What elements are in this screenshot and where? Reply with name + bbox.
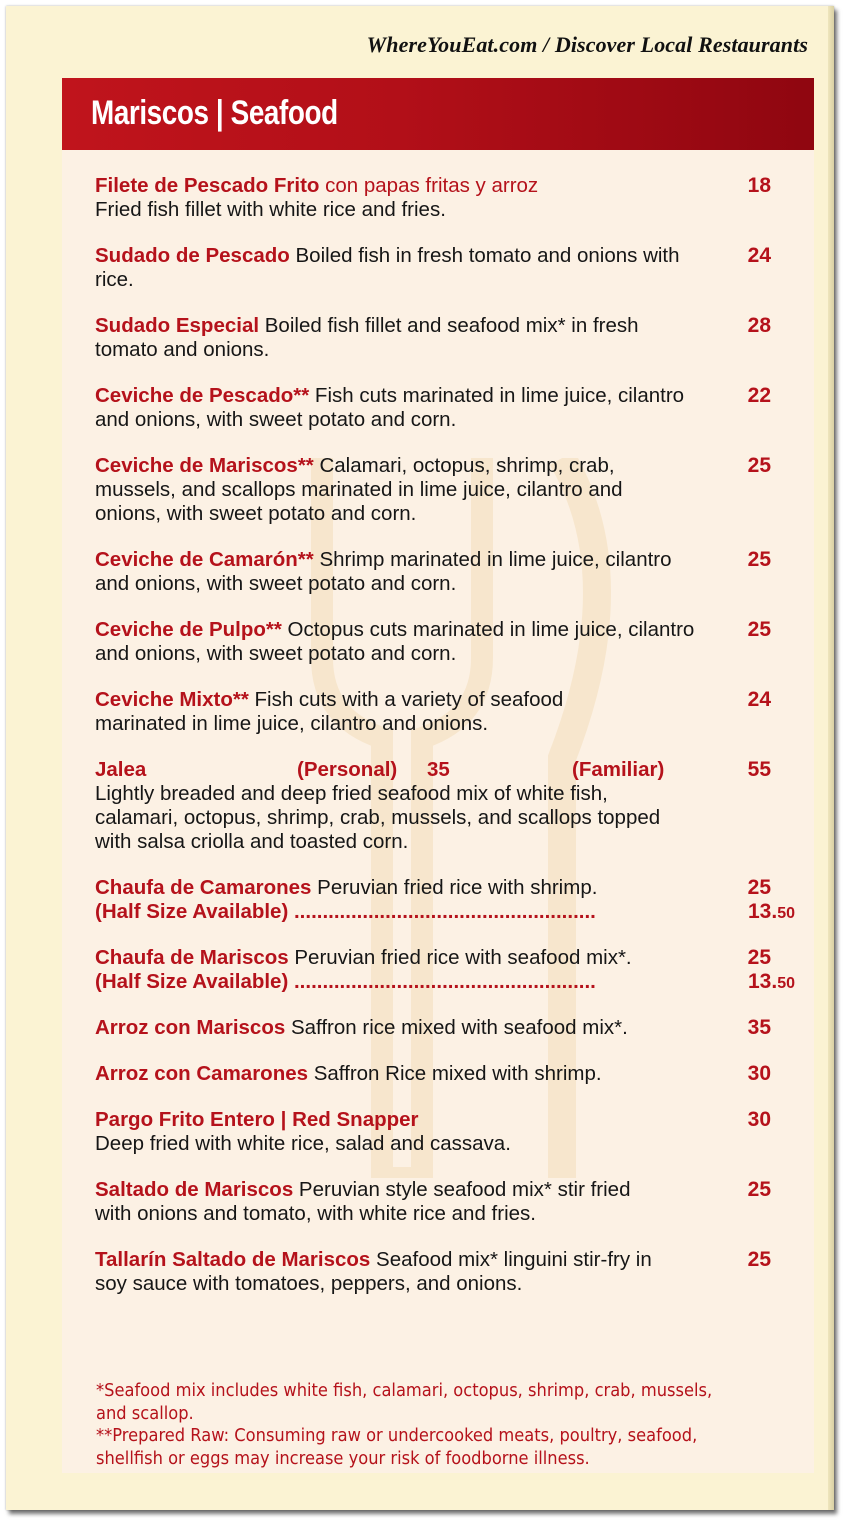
item-description: Lightly breaded and deep fried seafood mix of white fish, calamari, octopus, shrimp, crab, mussels, and scallops topped with salsa criolla and toasted corn.	[95, 782, 661, 853]
personal-size-label: (Personal)	[297, 758, 398, 781]
item-description: Shrimp marinated in lime juice, cilantro and onions, with sweet potato and corn.	[95, 548, 672, 595]
item-name: Ceviche de Pescado**	[95, 384, 310, 407]
menu-items	[95, 174, 795, 1318]
item-name: Sudado Especial	[95, 314, 260, 337]
menu-item	[95, 244, 795, 292]
item-description: Calamari, octopus, shrimp, crab, mussels, and scallops marinated in lime juice, cilantro and onions, with sweet potato and corn.	[95, 454, 623, 525]
item-price: 30	[747, 1108, 771, 1131]
menu-item	[95, 876, 795, 924]
item-description: Boiled fish fillet and seafood mix* in fresh tomato and onions.	[95, 314, 639, 361]
item-price: 25	[747, 876, 771, 899]
personal-size-price: 35	[427, 758, 450, 781]
menu-item	[95, 384, 795, 432]
item-description: Octopus cuts marinated in lime juice, cilantro and onions, with sweet potato and corn.	[95, 618, 695, 665]
menu-item	[95, 1108, 795, 1156]
item-description: Fried fish fillet with white rice and fries.	[95, 198, 446, 221]
item-description: Peruvian style seafood mix* stir fried with onions and tomato, with white rice and fries.	[95, 1178, 631, 1225]
familiar-size-price: 55	[747, 758, 771, 781]
item-name: Arroz con Mariscos	[95, 1016, 286, 1039]
item-price: 25	[747, 618, 771, 641]
section-title: Mariscos | Seafood	[91, 94, 338, 132]
item-price: 22	[747, 384, 771, 407]
item-description: Saffron Rice mixed with shrimp.	[308, 1062, 602, 1085]
item-name: Jalea	[95, 758, 147, 781]
item-name: Chaufa de Mariscos	[95, 946, 289, 969]
menu-item	[95, 454, 795, 526]
item-name: Ceviche de Pulpo**	[95, 618, 282, 641]
item-name: Pargo Frito Entero | Red Snapper	[95, 1108, 419, 1131]
item-price: 25	[747, 454, 771, 477]
menu-item	[95, 1248, 795, 1296]
menu-item	[95, 618, 795, 666]
item-price: 25	[747, 1248, 771, 1271]
half-size-label: (Half Size Available) .....................................................	[95, 970, 596, 993]
item-description: Boiled fish in fresh tomato and onions with rice.	[95, 244, 680, 291]
menu-item	[95, 314, 795, 362]
item-name: Tallarín Saltado de Mariscos	[95, 1248, 371, 1271]
half-size-label: (Half Size Available) .....................................................	[95, 900, 596, 923]
half-size-price: 13.50	[748, 970, 795, 993]
footnote-prepared-raw: **Prepared Raw: Consuming raw or undercooked meats, poultry, seafood, shellfish or eggs may increase your risk of foodborne illness.	[96, 1426, 698, 1469]
item-description: Fish cuts marinated in lime juice, cilantro and onions, with sweet potato and corn.	[95, 384, 685, 431]
item-price: 28	[747, 314, 771, 337]
item-name: Ceviche Mixto**	[95, 688, 249, 711]
item-name: Ceviche de Camarón**	[95, 548, 314, 571]
item-price: 24	[747, 688, 771, 711]
menu-item	[95, 688, 795, 736]
item-description: Fish cuts with a variety of seafood marinated in lime juice, cilantro and onions.	[95, 688, 564, 735]
item-description: Peruvian fried rice with shrimp.	[311, 876, 598, 899]
menu-item	[95, 548, 795, 596]
footnotes	[96, 1380, 747, 1470]
item-description: Seafood mix* linguini stir-fry in soy sauce with tomatoes, peppers, and onions.	[95, 1248, 652, 1295]
site-credit: WhereYouEat.com / Discover Local Restaurants	[366, 32, 808, 57]
menu-item-jalea	[95, 758, 795, 854]
item-name: Saltado de Mariscos	[95, 1178, 294, 1201]
item-price: 25	[747, 946, 771, 969]
item-description: Peruvian fried rice with seafood mix*.	[288, 946, 632, 969]
item-price: 25	[747, 1178, 771, 1201]
item-price: 35	[747, 1016, 771, 1039]
item-name: Chaufa de Camarones	[95, 876, 312, 899]
item-price: 24	[747, 244, 771, 267]
menu-page	[6, 6, 834, 1510]
menu-item	[95, 946, 795, 994]
item-name: Sudado de Pescado	[95, 244, 290, 267]
item-price: 30	[747, 1062, 771, 1085]
menu-item	[95, 1062, 795, 1086]
section-banner	[62, 78, 814, 150]
item-name: Ceviche de Mariscos**	[95, 454, 314, 477]
item-description: Saffron rice mixed with seafood mix*.	[285, 1016, 628, 1039]
menu-item	[95, 1016, 795, 1040]
item-price: 25	[747, 548, 771, 571]
item-description: Deep fried with white rice, salad and cassava.	[95, 1132, 511, 1155]
footnote-seafood-mix: *Seafood mix includes white fish, calamari, octopus, shrimp, crab, mussels, and scallop.	[96, 1381, 713, 1424]
familiar-size-label: (Familiar)	[572, 758, 665, 781]
menu-item	[95, 174, 795, 222]
menu-panel	[62, 78, 814, 1473]
page-edge	[828, 6, 834, 1510]
item-name: Arroz con Camarones	[95, 1062, 309, 1085]
item-name-extra: con papas fritas y arroz	[319, 174, 539, 197]
menu-item	[95, 1178, 795, 1226]
item-name: Filete de Pescado Frito	[95, 174, 320, 197]
half-size-price: 13.50	[748, 900, 795, 923]
item-price: 18	[747, 174, 771, 197]
